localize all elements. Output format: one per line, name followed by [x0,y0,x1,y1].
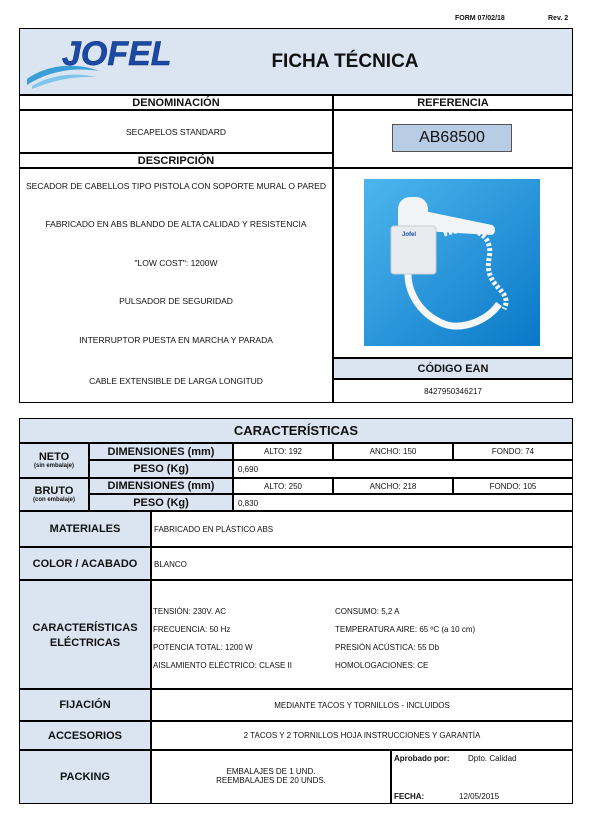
bruto-sub: (con embalaje) [32,497,75,503]
aprobado-label: Aprobado por: [394,754,450,763]
neto-label: NETO [38,451,70,463]
product-image [364,179,540,346]
packing-label: PACKING [19,750,151,804]
packing-line2: REEMBALAJES DE 20 UNDS. [216,776,326,785]
bruto-fondo: FONDO: 105 [453,478,573,494]
fecha-label: FECHA: [394,792,425,801]
electricas-item: HOMOLOGACIONES: CE [335,661,429,670]
electricas-item: PRESIÓN ACÚSTICA: 55 Db [335,643,440,652]
descripcion-line: SECADOR DE CABELLOS TIPO PISTOLA CON SOPORTE MURAL O PARED [26,181,326,191]
ean-value: 8427950346217 [333,379,573,403]
materiales-value: FABRICADO EN PLÁSTICO ABS [151,511,573,547]
descripcion-line: "LOW COST": 1200W [134,258,218,268]
electricas-item: TEMPERATURA AIRE: 65 ºC (a 10 cm) [335,625,476,634]
packing-line1: EMBALAJES DE 1 UND. [226,767,316,776]
neto-alto: ALTO: 192 [233,443,333,460]
descripcion-label: DESCRIPCIÓN [19,153,333,168]
neto-ancho: ANCHO: 150 [333,443,453,460]
packing-cell [151,750,391,804]
bruto-label-cell [19,478,89,511]
referencia-label: REFERENCIA [333,95,573,110]
denominacion-value: SECAPELOS STANDARD [19,110,333,153]
materiales-label: MATERIALES [19,511,151,547]
neto-peso: 0,690 [233,460,573,478]
descripcion-line: PULSADOR DE SEGURIDAD [119,296,233,306]
electricas-item: FRECUENCIA: 50 Hz [153,625,231,634]
neto-label-cell [19,443,89,478]
bruto-ancho: ANCHO: 218 [333,478,453,494]
fecha-value: 12/05/2015 [459,792,500,801]
svg-text:JOFEL: JOFEL [62,35,172,73]
electricas-item: TENSIÓN: 230V. AC [153,607,227,616]
electricas-label [19,580,151,689]
fijacion-label: FIJACIÓN [19,689,151,721]
denominacion-label: DENOMINACIÓN [19,95,333,110]
electricas-item: CONSUMO: 5,2 A [335,607,400,616]
color-value: BLANCO [151,547,573,580]
neto-dim-label: DIMENSIONES (mm) [89,443,233,460]
electricas-item: AISLAMIENTO ELÉCTRICO: CLASE II [153,661,292,670]
aprobado-value: Dpto. Calidad [468,754,517,763]
color-label: COLOR / ACABADO [19,547,151,580]
electricas-item: POTENCIA TOTAL: 1200 W [153,643,253,652]
descripcion-body [19,168,333,403]
electricas-label-line1: CARACTERÍSTICAS [32,622,138,634]
bruto-dim-label: DIMENSIONES (mm) [89,478,233,494]
page-title: FICHA TÉCNICA [271,51,419,72]
fijacion-value: MEDIANTE TACOS Y TORNILLOS - INCLUIDOS [151,689,573,721]
form-code: FORM 07/02/18 [455,15,505,22]
electricas-left [153,603,292,675]
neto-sub: (sin embalaje) [33,463,74,469]
electricas-right [335,603,475,675]
svg-text:Jofel: Jofel [402,232,417,238]
caracteristicas-title: CARACTERÍSTICAS [19,418,573,443]
ean-label: CÓDIGO EAN [333,358,573,379]
accesorios-label: ACCESORIOS [19,721,151,750]
electricas-label-line2: ELÉCTRICAS [49,637,121,649]
bruto-label: BRUTO [34,485,74,497]
descripcion-line: CABLE EXTENSIBLE DE LARGA LONGITUD [89,376,263,386]
jofel-logo [24,33,174,91]
referencia-value: AB68500 [392,124,512,152]
bruto-alto: ALTO: 250 [233,478,333,494]
accesorios-value: 2 TACOS Y 2 TORNILLOS HOJA INSTRUCCIONES Y GARANTÍA [151,721,573,750]
bruto-peso: 0,830 [233,494,573,511]
bruto-peso-label: PESO (Kg) [89,494,233,511]
descripcion-line: FABRICADO EN ABS BLANDO DE ALTA CALIDAD Y RESISTENCIA [45,219,307,229]
descripcion-line: INTERRUPTOR PUESTA EN MARCHA Y PARADA [79,335,273,345]
form-rev: Rev. 2 [548,15,569,22]
neto-peso-label: PESO (Kg) [89,460,233,478]
neto-fondo: FONDO: 74 [453,443,573,460]
